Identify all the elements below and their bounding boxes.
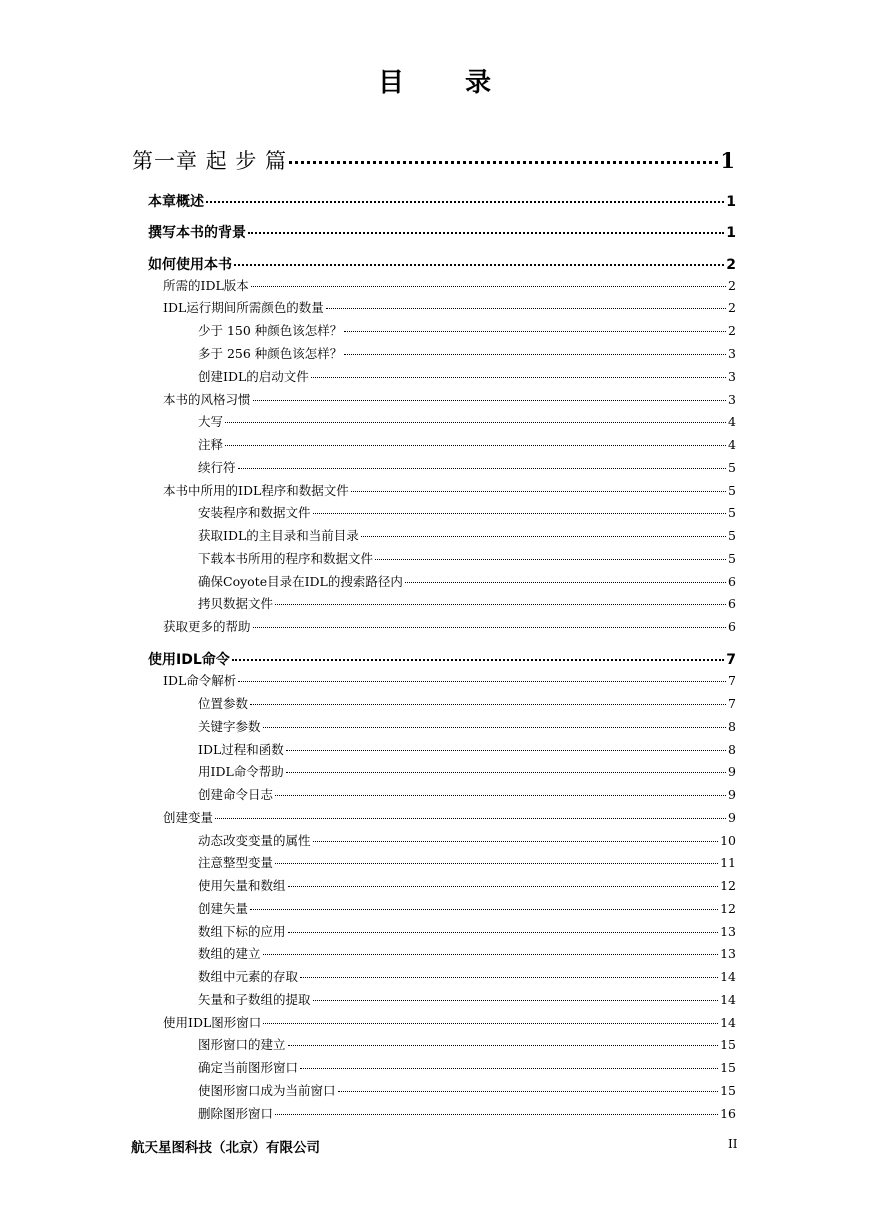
- toc-entry[interactable]: [198, 785, 736, 803]
- toc-entry-title: 动态改变变量的属性: [198, 833, 311, 848]
- dot-leader: [232, 659, 724, 661]
- toc-entry-title: 如何使用本书: [148, 257, 232, 273]
- toc-entry-title: 确保Coyote目录在IDL的搜索路径内: [198, 574, 403, 589]
- toc-entry-title: 位置参数: [198, 696, 249, 711]
- toc-entry[interactable]: [198, 367, 736, 385]
- toc-entry-title: 获取IDL的主目录和当前目录: [198, 528, 359, 543]
- dot-leader: [313, 1000, 719, 1001]
- dot-leader: [313, 513, 727, 514]
- toc-entry[interactable]: [198, 762, 736, 780]
- toc-entry[interactable]: [163, 481, 736, 499]
- toc-entry-page-number: 15: [720, 1037, 736, 1052]
- toc-entry[interactable]: [198, 717, 736, 735]
- toc-entry-page-number: 5: [728, 551, 736, 566]
- toc-entry[interactable]: [163, 617, 736, 635]
- toc-entry-page-number: 8: [728, 742, 736, 757]
- toc-entry[interactable]: [163, 671, 736, 689]
- toc-entry-title: 创建IDL的启动文件: [198, 369, 309, 384]
- dot-leader: [250, 704, 726, 705]
- toc-entry-page-number: 7: [728, 696, 736, 711]
- toc-entry[interactable]: [198, 831, 736, 849]
- toc-entry-page-number: 14: [720, 969, 736, 984]
- toc-entry-title: 少于 150 种颜色该怎样？: [198, 323, 343, 338]
- toc-entry-title: IDL命令解析: [163, 673, 237, 688]
- dot-leader: [275, 795, 726, 796]
- toc-entry[interactable]: [198, 435, 736, 453]
- toc-entry-title: 使用矢量和数组: [198, 878, 286, 893]
- toc-entry-title: 本书的风格习惯: [163, 392, 251, 407]
- toc-entry-title: 确定当前图形窗口: [198, 1060, 299, 1075]
- dot-leader: [253, 627, 727, 628]
- dot-leader: [253, 400, 727, 401]
- toc-entry-page-number: 5: [728, 528, 736, 543]
- toc-entry-title: 第一章 起 步 篇: [132, 149, 288, 173]
- toc-entry-title: 安装程序和数据文件: [198, 505, 311, 520]
- dot-leader: [238, 468, 727, 469]
- dot-leader: [313, 841, 719, 842]
- dot-leader: [215, 818, 726, 819]
- dot-leader: [344, 331, 726, 332]
- toc-entry[interactable]: [198, 572, 736, 590]
- dot-leader: [351, 491, 726, 492]
- toc-entry-page-number: 1: [720, 148, 735, 173]
- toc-entry-page-number: 14: [720, 1015, 736, 1030]
- dot-leader: [300, 977, 718, 978]
- toc-entry-page-number: 16: [720, 1106, 736, 1121]
- toc-entry-page-number: 10: [720, 833, 736, 848]
- toc-entry-page-number: 14: [720, 992, 736, 1007]
- toc-entry[interactable]: [198, 876, 736, 894]
- dot-leader: [289, 161, 718, 164]
- toc-entry-page-number: 1: [726, 194, 736, 210]
- toc-entry-page-number: 13: [720, 924, 736, 939]
- toc-entry-page-number: 12: [720, 878, 736, 893]
- toc-entry[interactable]: [148, 191, 736, 211]
- dot-leader: [300, 1068, 718, 1069]
- toc-entry[interactable]: [198, 1058, 736, 1076]
- toc-entry-page-number: 5: [728, 460, 736, 475]
- dot-leader: [286, 750, 726, 751]
- toc-entry-title: 注释: [198, 437, 224, 452]
- dot-leader: [326, 308, 726, 309]
- toc-entry[interactable]: [148, 222, 736, 242]
- toc-entry-title: 续行符: [198, 460, 236, 475]
- toc-entry-title: 获取更多的帮助: [163, 619, 251, 634]
- toc-entry-page-number: 2: [726, 257, 736, 273]
- toc-entry-page-number: 12: [720, 901, 736, 916]
- toc-entry[interactable]: [198, 1081, 736, 1099]
- toc-entry-title: 用IDL命令帮助: [198, 764, 284, 779]
- toc-entry-page-number: 2: [728, 300, 736, 315]
- dot-leader: [288, 1045, 719, 1046]
- toc-entry[interactable]: [198, 899, 736, 917]
- toc-entry[interactable]: [198, 853, 736, 871]
- toc-entry-page-number: 7: [728, 673, 736, 688]
- dot-leader: [405, 582, 726, 583]
- toc-entry[interactable]: [198, 321, 736, 339]
- toc-entry-title: 拷贝数据文件: [198, 596, 274, 611]
- toc-entry-title: 大写: [198, 414, 224, 429]
- toc-entry[interactable]: [198, 990, 736, 1008]
- dot-leader: [263, 954, 719, 955]
- dot-leader: [234, 264, 724, 266]
- toc-entry-page-number: 3: [728, 346, 736, 361]
- dot-leader: [311, 377, 726, 378]
- toc-entry[interactable]: [198, 944, 736, 962]
- toc-entry[interactable]: [198, 412, 736, 430]
- toc-entry-page-number: 8: [728, 719, 736, 734]
- toc-entry-page-number: 1: [726, 225, 736, 241]
- toc-entry-title: 矢量和子数组的提取: [198, 992, 311, 1007]
- page-title: 目 录: [377, 68, 518, 98]
- footer-company: 航天星图科技（北京）有限公司: [131, 1140, 320, 1156]
- toc-entry[interactable]: [163, 298, 736, 316]
- toc-entry[interactable]: [198, 1035, 736, 1053]
- toc-entry-page-number: 13: [720, 946, 736, 961]
- dot-leader: [288, 932, 719, 933]
- toc-entry[interactable]: [198, 1104, 736, 1122]
- toc-entry[interactable]: [198, 594, 736, 612]
- toc-entry-title: 删除图形窗口: [198, 1106, 274, 1121]
- toc-entry-title: 图形窗口的建立: [198, 1037, 286, 1052]
- dot-leader: [250, 909, 718, 910]
- dot-leader: [361, 536, 726, 537]
- toc-entry-page-number: 3: [728, 392, 736, 407]
- dot-leader: [225, 422, 726, 423]
- dot-leader: [275, 1114, 718, 1115]
- toc-entry-page-number: 4: [728, 437, 736, 452]
- dot-leader: [248, 232, 724, 234]
- dot-leader: [286, 772, 726, 773]
- toc-entry-title: 数组中元素的存取: [198, 969, 299, 984]
- toc-entry[interactable]: [198, 740, 736, 758]
- toc-entry[interactable]: [163, 1013, 736, 1031]
- dot-leader: [251, 286, 726, 287]
- toc-entry-page-number: 11: [720, 855, 736, 870]
- toc-entry-title: 撰写本书的背景: [148, 225, 246, 241]
- toc-entry[interactable]: [163, 390, 736, 408]
- toc-entry[interactable]: [198, 344, 736, 362]
- toc-entry-title: 所需的IDL版本: [163, 278, 249, 293]
- toc-entry[interactable]: [198, 967, 736, 985]
- toc-entry[interactable]: [198, 458, 736, 476]
- toc-entry-page-number: 3: [728, 369, 736, 384]
- dot-leader: [263, 1023, 718, 1024]
- dot-leader: [275, 604, 726, 605]
- toc-entry[interactable]: [198, 503, 736, 521]
- toc-entry[interactable]: [163, 808, 736, 826]
- toc-entry[interactable]: [148, 254, 736, 274]
- toc-entry-page-number: 15: [720, 1060, 736, 1075]
- dot-leader: [288, 886, 719, 887]
- toc-entry-title: 创建命令日志: [198, 787, 274, 802]
- dot-leader: [344, 354, 726, 355]
- toc-entry[interactable]: [148, 649, 736, 669]
- toc-entry-page-number: 7: [726, 652, 736, 668]
- toc-entry-title: 使图形窗口成为当前窗口: [198, 1083, 336, 1098]
- toc-entry-title: 多于 256 种颜色该怎样？: [198, 346, 343, 361]
- toc-entry-title: 关键字参数: [198, 719, 261, 734]
- dot-leader: [375, 559, 726, 560]
- toc-entry-title: 使用IDL图形窗口: [163, 1015, 262, 1030]
- toc-entry-title: IDL过程和函数: [198, 742, 284, 757]
- toc-entry-page-number: 9: [728, 810, 736, 825]
- toc-entry-page-number: 9: [728, 787, 736, 802]
- toc-entry[interactable]: [198, 922, 736, 940]
- toc-entry-page-number: 4: [728, 414, 736, 429]
- toc-entry-title: 创建变量: [163, 810, 214, 825]
- toc-entry[interactable]: [198, 526, 736, 544]
- toc-entry-title: 本书中所用的IDL程序和数据文件: [163, 483, 349, 498]
- dot-leader: [206, 201, 724, 203]
- toc-entry[interactable]: [198, 549, 736, 567]
- dot-leader: [238, 681, 726, 682]
- toc-entry-page-number: 15: [720, 1083, 736, 1098]
- toc-entry[interactable]: [132, 145, 735, 175]
- toc-entry-title: 数组的建立: [198, 946, 261, 961]
- toc-entry-title: 注意整型变量: [198, 855, 274, 870]
- toc-entry-page-number: 6: [728, 619, 736, 634]
- dot-leader: [263, 727, 727, 728]
- toc-entry-page-number: 5: [728, 505, 736, 520]
- toc-entry-page-number: 2: [728, 278, 736, 293]
- toc-entry-title: 本章概述: [148, 194, 204, 210]
- toc-entry-page-number: 9: [728, 764, 736, 779]
- toc-entry-page-number: 6: [728, 596, 736, 611]
- toc-entry-title: 下载本书所用的程序和数据文件: [198, 551, 374, 566]
- toc-entry-title: IDL运行期间所需颜色的数量: [163, 300, 324, 315]
- footer-page-number: II: [728, 1137, 738, 1151]
- toc-entry-title: 数组下标的应用: [198, 924, 286, 939]
- dot-leader: [275, 863, 718, 864]
- toc-entry-title: 使用IDL命令: [148, 652, 230, 668]
- dot-leader: [225, 445, 726, 446]
- dot-leader: [338, 1091, 719, 1092]
- toc-entry-page-number: 5: [728, 483, 736, 498]
- toc-entry[interactable]: [163, 276, 736, 294]
- toc-entry-title: 创建矢量: [198, 901, 249, 916]
- toc-entry-page-number: 2: [728, 323, 736, 338]
- toc-entry-page-number: 6: [728, 574, 736, 589]
- toc-entry[interactable]: [198, 694, 736, 712]
